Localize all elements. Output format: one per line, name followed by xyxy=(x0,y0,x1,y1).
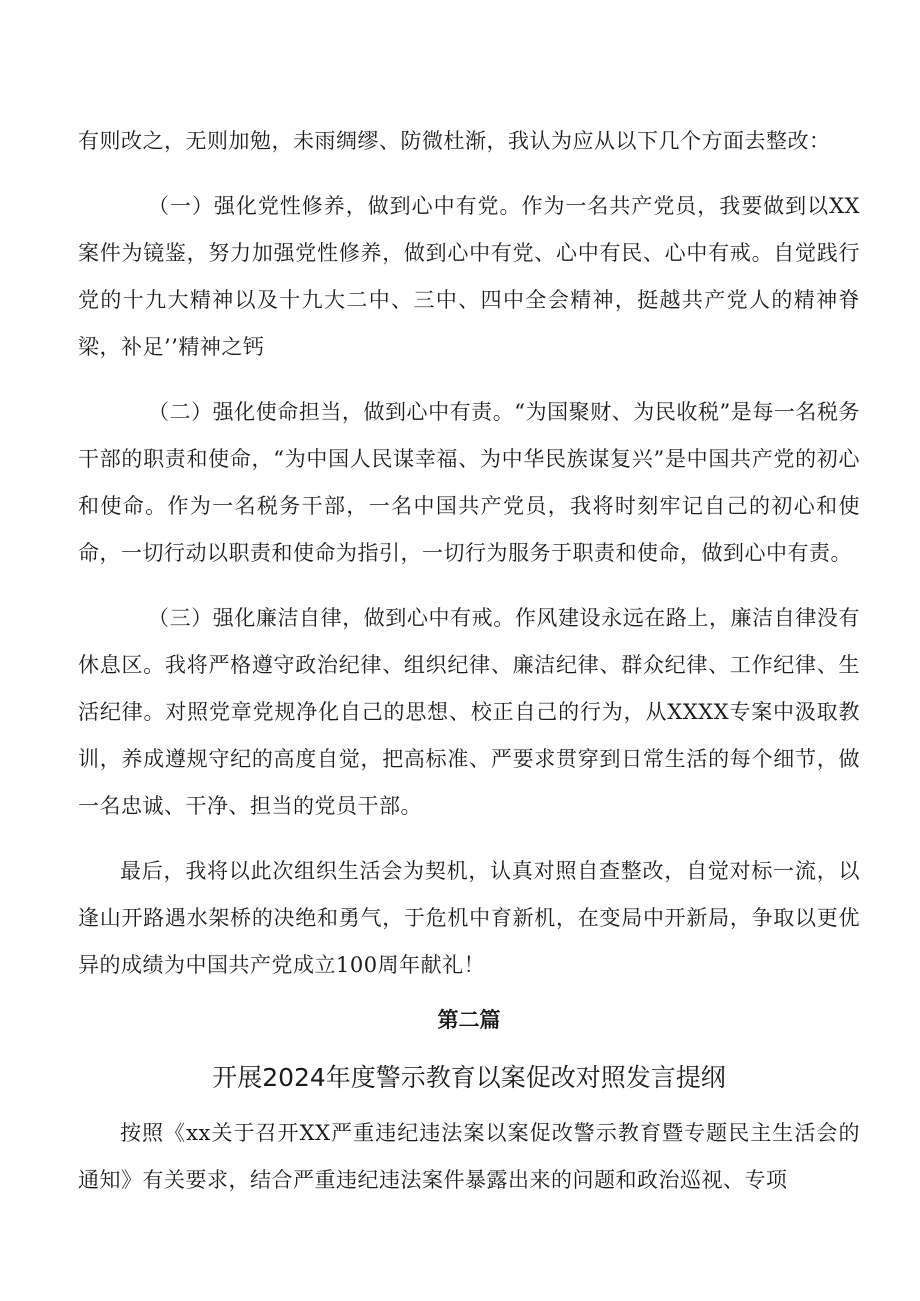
paragraph-intro: 有则改之，无则加勉，未雨绸缪、防微杜渐，我认为应从以下几个方面去整改： xyxy=(78,129,831,153)
paragraph-integrity: （三）强化廉洁自律，做到心中有戒。作风建设永远在路上，廉洁自律没有休息区。我将严格遵守政治纪律、组织纪律、廉洁纪律、群众纪律、工作纪律、生活纪律。对照党章党规净化自己的思想、校正自己的行为，从XXXX专案中汲取教训，养成遵规守纪的高度自觉，把高标准、严要求贯穿到日常生活的每个细节，做一名忠诚、干净、担当的党员干部。 xyxy=(78,606,860,818)
document-title: 开展2024年度警示教育以案促改对照发言提纲 xyxy=(212,1063,726,1092)
paragraph-gap xyxy=(78,165,860,183)
paragraph-party-spirit: （一）强化党性修养，做到心中有党。作为一名共产党员，我要做到以XX案件为镜鉴，努力加强党性修养，做到心中有党、心中有民、心中有戒。自觉践行党的十九大精神以及十九大二中、三中、四中全会精神，挺越共产党人的精神脊梁，补足’’精神之钙 xyxy=(78,194,860,359)
paragraph-gap xyxy=(78,577,860,595)
paragraph-gap xyxy=(78,830,860,848)
document-page xyxy=(78,118,860,1204)
section-heading: 第二篇 xyxy=(437,1008,501,1032)
paragraph-mission: （二）强化使命担当，做到心中有责。“为国聚财、为民收税”是每一名税务干部的职责和使命，“为中国人民谋幸福、为中华民族谋复兴”是中国共产党的初心和使命。作为一名税务干部，一名中国共产党员，我将时刻牢记自己的初心和使命，一切行动以职责和使命为指引，一切行为服务于职责和使命，做到心中有责。 xyxy=(78,400,860,565)
paragraph-second-intro: 按照《xx关于召开XX严重违纪违法案以案促改警示教育暨专题民主生活会的通知》有关要求，结合严重违纪违法案件暴露出来的问题和政治巡视、专项 xyxy=(78,1121,860,1192)
paragraph-conclusion: 最后，我将以此次组织生活会为契机，认真对照自查整改，自觉对标一流，以逢山开路遇水架桥的决绝和勇气，于危机中育新机，在变局中开新局，争取以更优异的成绩为中国共产党成立100周年献礼！ xyxy=(78,859,860,977)
paragraph-gap xyxy=(78,371,860,389)
